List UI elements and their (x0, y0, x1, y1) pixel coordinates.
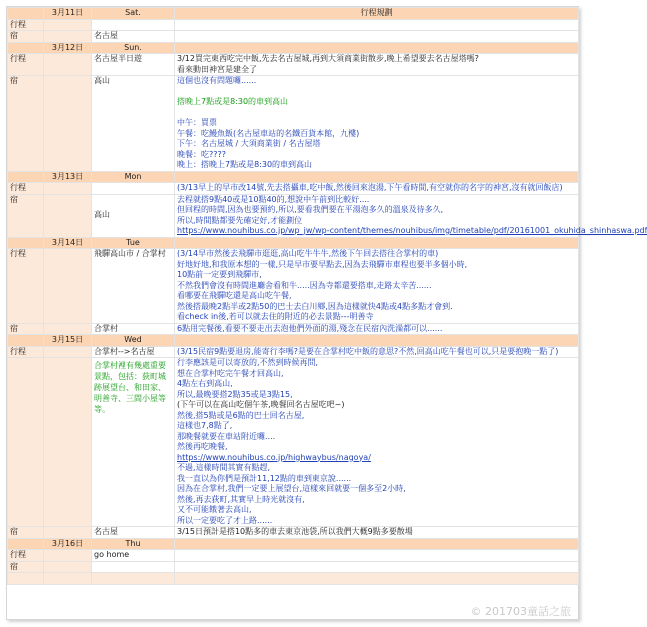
plan-line: 3/12買完東西吃完中飯,先去名古屋城,再到大須商業街散步,晚上希望要去名古屋塔嗎? (177, 54, 479, 63)
day-header-row (8, 237, 579, 249)
plan-line: (下午可以在高山吃個午茶,晚餐回名古屋吃吧~) (177, 400, 345, 409)
plan-line: 然後,搭5點或是6點的巴士回名古屋, (177, 410, 305, 420)
row-label[interactable]: 行程 (8, 346, 44, 358)
plan-line: 這個也沒有問題囉...... (177, 76, 257, 85)
stay-row (8, 31, 579, 43)
stay-row (8, 561, 579, 573)
plan-line (177, 87, 576, 98)
plan-cell[interactable] (175, 323, 579, 335)
plan-line: 但回程的時間,因為也要預約,所以,要看我們要在平湯泡多久的溫泉及待多久, (177, 205, 444, 214)
plan-line: (3/15民宿9點要退房,能寄行李嗎?是要在合掌村吃中飯的意思?不然,回高山吃午餐也可以,只是要抱晚一點了) (177, 346, 559, 356)
trip-row (8, 19, 579, 31)
plan-cell[interactable] (175, 527, 579, 539)
plan-line: (3/14早市然後去飛驒市逛逛,高山吃牛牛牛,然後下午回去搭往合掌村的車) (177, 249, 439, 258)
plan-cell[interactable] (175, 183, 579, 195)
trip-row (8, 249, 579, 324)
trip-row (8, 183, 579, 195)
plan-line: 6點用完餐後,看要不要走出去泡他們外面的湯,殘念在民宿內洗澡都可以...... (177, 323, 443, 333)
place-cell[interactable]: 高山 (92, 76, 175, 172)
place-cell[interactable]: 高山 (92, 194, 175, 237)
plan-line: 好地好地,和我原本想的一樣,只是早市要早點去,因為去飛驒市車程也要半多個小時, (177, 259, 468, 269)
row-label[interactable]: 宿 (8, 527, 44, 539)
plan-line: (3/13早上的早市改14號,先去搭攝車,吃中飯,然後回來泡湯,下午看時間,有空就你的名字的神宮,沒有就回飯店) (177, 183, 563, 192)
plan-line: 看來動田神宮是建全了 (177, 64, 257, 74)
row-label[interactable]: 行程 (8, 249, 44, 324)
plan-line: 想在合掌村吃完午餐才回高山, (177, 368, 284, 378)
plan-line: 那晚餐就要在車站附近囉.... (177, 431, 276, 441)
day-header-row (8, 538, 579, 550)
plan-line (177, 108, 576, 119)
plan-row (8, 358, 579, 527)
place-cell[interactable]: go home (92, 550, 175, 562)
sight-note[interactable]: 合掌村裡有幾處重要景點，包括：荻町城跡展望台、和田家、明善寺、三間小屋等等。 (92, 358, 175, 527)
plan-line: 搭晚上7點或是8:30的車到高山 (177, 97, 289, 106)
plan-line: 看哪要在飛驒吃還是高山吃午餐, (177, 291, 292, 300)
row-label[interactable]: 宿 (8, 561, 44, 573)
row-label[interactable]: 行程 (8, 183, 44, 195)
day-header-row (8, 42, 579, 54)
itinerary-table (7, 7, 647, 585)
weekday-cell[interactable]: Wed (92, 335, 175, 347)
plan-cell[interactable] (175, 54, 579, 76)
trip-row (8, 54, 579, 76)
url-link[interactable]: https://www.nouhibus.co.jp/wp_jw/wp-content/themes/nouhibus/img/timetable/pdf/20161001_okuhida_shinhaswa.pdf (177, 226, 647, 235)
plan-line: 10點前一定要到飛驒市, (177, 270, 262, 279)
row-label[interactable]: 行程 (8, 54, 44, 76)
column-title[interactable]: 行程規劃 (175, 8, 579, 20)
plan-cell[interactable] (175, 358, 579, 527)
date-cell[interactable]: 3月16日 (44, 538, 92, 550)
plan-line: 因為在合掌村,我們一定要上展望台,這樣來回就要一個多至2小時, (177, 484, 406, 493)
day-header-row (8, 335, 579, 347)
empty-row (8, 573, 579, 585)
spreadsheet-window (6, 6, 647, 620)
plan-line: 然後,再去荻町,其實早上時光就沒有, (177, 494, 305, 504)
weekday-cell[interactable]: Sat. (92, 8, 175, 20)
plan-line: 不過,這樣時間其實有點趕, (177, 463, 271, 472)
stay-row (8, 323, 579, 335)
plan-line: 行李應該是可以寄放的,不然到時候再問, (177, 358, 319, 367)
place-cell[interactable]: 名古屋 (92, 527, 175, 539)
weekday-cell[interactable]: Sun. (92, 42, 175, 54)
row-label[interactable]: 宿 (8, 31, 44, 43)
place-text: 合掌村-->名古屋 (94, 346, 155, 356)
watermark: © 201703童話之旅 (470, 605, 571, 618)
row-label[interactable]: 宿 (8, 323, 44, 335)
weekday-cell[interactable]: Tue (92, 237, 175, 249)
row-label[interactable]: 行程 (8, 550, 44, 562)
plan-line: 所以一定要吃了才上路...... (177, 515, 273, 525)
weekday-cell[interactable]: Mon (92, 171, 175, 183)
place-cell[interactable]: 名古屋半日遊 (92, 54, 175, 76)
plan-line: 3/15日預計是搭10點多的車去東京池袋,所以我們大概9點多要散場 (177, 527, 413, 536)
date-cell[interactable]: 3月11日 (44, 8, 92, 20)
plan-line: 又不可能餓著去高山, (177, 505, 252, 514)
day-header-row (8, 171, 579, 183)
plan-line: 然後搭最晚2點半或2點50的巴士去白川鄉,因為這樣就快4點或4點多點才會到. (177, 301, 453, 311)
date-cell[interactable]: 3月15日 (44, 335, 92, 347)
plan-line: 晚上：搭晚上7點或是8:30的車到高山 (177, 160, 313, 169)
day-header-row (8, 8, 579, 20)
date-cell[interactable]: 3月13日 (44, 171, 92, 183)
place-cell[interactable]: 合掌村 (92, 323, 175, 335)
row-label[interactable]: 宿 (8, 76, 44, 172)
plan-line: 4點左右到高山, (177, 379, 233, 388)
stay-row (8, 194, 579, 237)
row-label[interactable]: 宿 (8, 194, 44, 237)
plan-cell[interactable] (175, 249, 579, 324)
plan-line: 晚餐：吃???? (177, 149, 226, 159)
plan-cell[interactable] (175, 346, 579, 358)
plan-line: 所以,最晚要搭2點35或是3點15, (177, 389, 293, 399)
stay-row (8, 76, 579, 172)
trip-row (8, 346, 579, 358)
plan-line: 看check in後,若可以就去住的附近的必去景點---明善寺 (177, 312, 374, 321)
place-cell[interactable]: 名古屋 (92, 31, 175, 43)
stay-row (8, 527, 579, 539)
plan-cell[interactable] (175, 76, 579, 172)
plan-line: 然後再吃晚餐, (177, 442, 228, 451)
place-cell[interactable]: 飛驒高山市 / 合掌村 (92, 249, 175, 324)
row-label[interactable]: 行程 (8, 19, 44, 31)
plan-line: 這樣也7,8點了, (177, 421, 233, 430)
plan-line: 午餐：吃鰻魚飯(名古屋車站的名鐵百貨本館，九樓) (177, 128, 360, 138)
place-cell[interactable] (92, 346, 175, 358)
plan-line: 我一直以為你們是預計11,12點的車到東京說...... (177, 473, 352, 483)
url-link[interactable]: https://www.nouhibus.co.jp/highwaybus/nagoya/ (177, 452, 371, 462)
date-cell[interactable]: 3月12日 (44, 42, 92, 54)
plan-line: 不然我們會沒有時間進廳舍看和牛.....因為寺都還要搭車,走路太辛苦...... (177, 280, 432, 290)
plan-line: 下午：名古屋城 / 大須商業街 / 名古屋塔 (177, 139, 321, 148)
trip-row (8, 550, 579, 562)
plan-line: 中午：買票 (177, 118, 217, 127)
date-cell[interactable]: 3月14日 (44, 237, 92, 249)
plan-line: 去程就搭9點40或是10點40的,想說中午前到比較好.... (177, 194, 370, 204)
plan-cell[interactable] (175, 194, 647, 237)
plan-line: 所以,時間點都要先確定好,才能劃位 (177, 215, 303, 225)
weekday-cell[interactable]: Thu (92, 538, 175, 550)
